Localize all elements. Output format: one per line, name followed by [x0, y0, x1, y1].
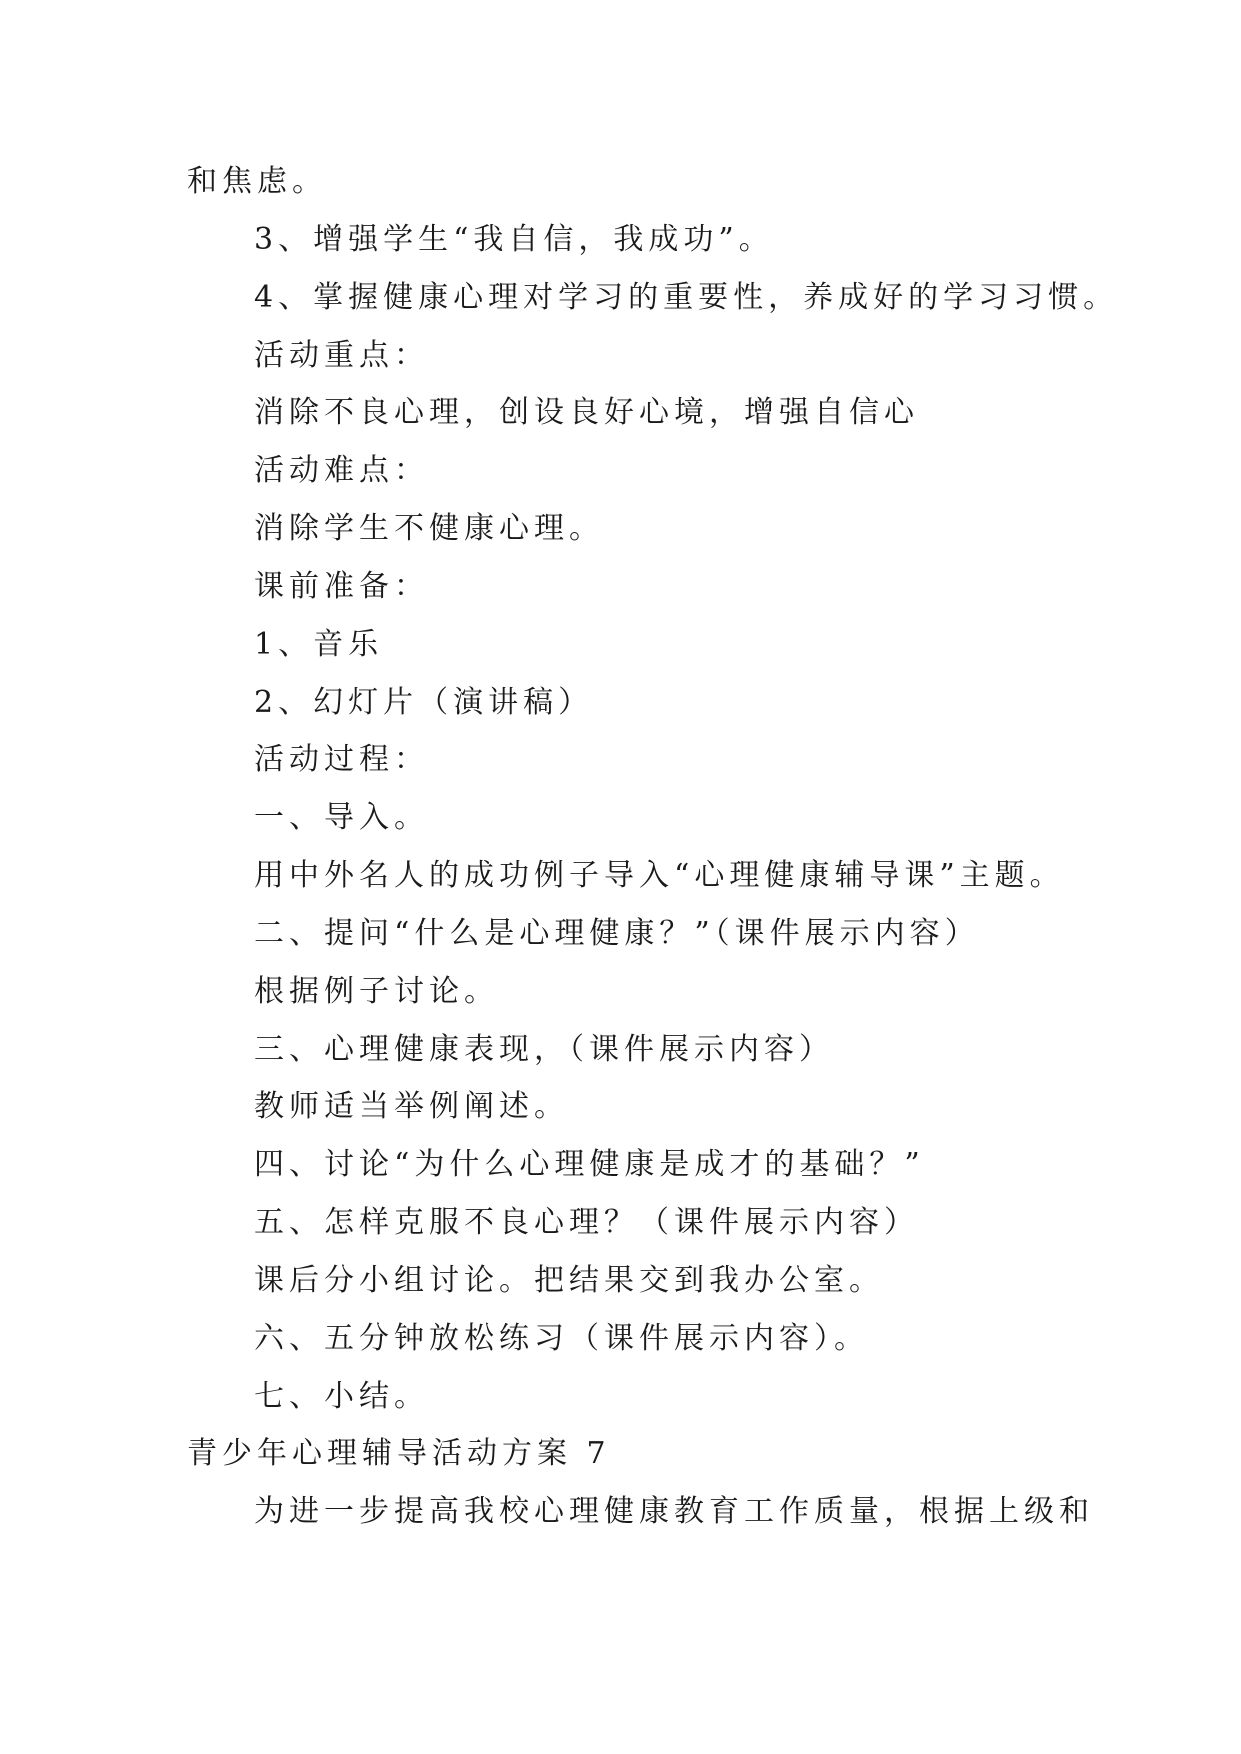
process-step-3-text: 教师适当举例阐述。 — [254, 1089, 569, 1124]
process-step-6: 六、五分钟放松练习（课件展示内容）。 — [254, 1321, 869, 1356]
key-points-text: 消除不良心理，创设良好心境，增强自信心 — [254, 395, 919, 430]
process-step-5-text: 课后分小组讨论。把结果交到我办公室。 — [254, 1263, 884, 1298]
process-step-5: 五、怎样克服不良心理？（课件展示内容） — [254, 1205, 919, 1240]
process-step-2-text: 根据例子讨论。 — [254, 974, 499, 1009]
section-heading-key-points: 活动重点： — [254, 338, 429, 373]
preparation-item-2: 2、幻灯片（演讲稿） — [254, 685, 594, 720]
preparation-item-1: 1、音乐 — [254, 627, 384, 662]
section-heading-preparation: 课前准备： — [254, 569, 429, 604]
process-step-7: 七、小结。 — [254, 1379, 429, 1414]
section-title-plan-7: 青少年心理辅导活动方案 7 — [187, 1436, 611, 1471]
process-step-1-text: 用中外名人的成功例子导入“心理健康辅导课”主题。 — [254, 858, 1065, 893]
section-heading-process: 活动过程： — [254, 742, 429, 777]
section-heading-difficulties: 活动难点： — [254, 453, 429, 488]
text-line-continuation: 和焦虑。 — [187, 164, 327, 199]
process-step-1: 一、导入。 — [254, 800, 429, 835]
difficulties-text: 消除学生不健康心理。 — [254, 511, 604, 546]
process-step-3: 三、心理健康表现，（课件展示内容） — [254, 1032, 834, 1067]
plan-7-intro-text: 为进一步提高我校心理健康教育工作质量，根据上级和 — [254, 1494, 1094, 1529]
objective-item-3: 3、增强学生“我自信，我成功”。 — [254, 222, 774, 257]
process-step-4: 四、讨论“为什么心理健康是成才的基础？” — [254, 1147, 925, 1182]
process-step-2: 二、提问“什么是心理健康？”（课件展示内容） — [254, 916, 980, 951]
objective-item-4: 4、掌握健康心理对学习的重要性，养成好的学习习惯。 — [254, 280, 1119, 315]
